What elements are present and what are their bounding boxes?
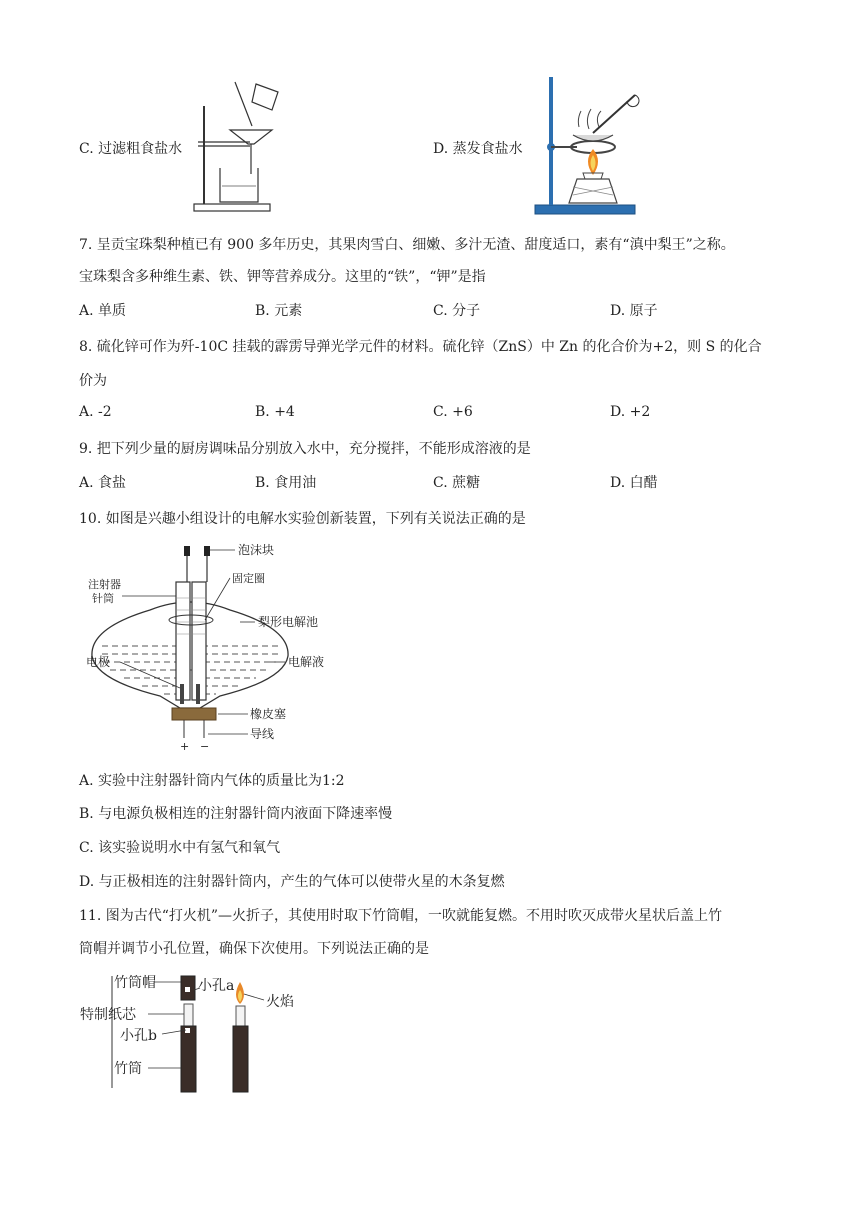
- label-stopper: 橡皮塞: [250, 707, 287, 721]
- label-electrolyte: 电解液: [288, 655, 325, 669]
- q6-option-d: D. 蒸发食盐水: [433, 141, 523, 157]
- q8-option-a: A. -2: [79, 404, 112, 420]
- q11-stem-line2: 筒帽并调节小孔位置，确保下次使用。下列说法正确的是: [79, 941, 429, 957]
- q9-option-d: D. 白醋: [610, 475, 658, 491]
- q9-option-c: C. 蔗糖: [433, 475, 481, 491]
- q7-option-c: C. 分子: [433, 303, 481, 319]
- q10-option-a: A. 实验中注射器针筒内气体的质量比为1:2: [79, 773, 345, 789]
- q6-option-c: C. 过滤粗食盐水: [79, 141, 183, 157]
- label-wire: 导线: [250, 727, 275, 741]
- label-minus: −: [200, 740, 210, 753]
- q9-stem: 9. 把下列少量的厨房调味品分别放入水中，充分搅拌，不能形成溶液的是: [79, 441, 531, 457]
- label-syringe-2: 针筒: [92, 592, 114, 605]
- q8-stem-line1: 8. 硫化锌可作为歼-10C 挂载的霹雳导弹光学元件的材料。硫化锌（ZnS）中 Zn 的化合价为+2，则 S 的化合: [79, 339, 762, 355]
- q8-option-d: D. +2: [610, 404, 651, 420]
- label-foam: 泡沫块: [238, 543, 275, 557]
- label-ring: 固定圈: [232, 572, 265, 585]
- q10-option-b: B. 与电源负极相连的注射器针筒内液面下降速率慢: [79, 806, 393, 822]
- label-hole-a: 小孔a: [198, 978, 235, 994]
- q7-option-d: D. 原子: [610, 303, 658, 319]
- label-pear-cell: 梨形电解池: [258, 615, 319, 629]
- q7-stem-line1: 7. 呈贡宝珠梨种植已有 900 多年历史，其果肉雪白、细嫩、多汁无渣、甜度适口，素有“滇中梨王”之称。: [79, 237, 735, 253]
- q9-option-b: B. 食用油: [255, 475, 317, 491]
- q10-option-d: D. 与正极相连的注射器针筒内，产生的气体可以使带火星的木条复燃: [79, 874, 505, 890]
- filtration-apparatus-figure: [190, 78, 280, 218]
- label-cap: 竹筒帽: [114, 975, 156, 991]
- q7-option-b: B. 元素: [255, 303, 303, 319]
- q8-option-c: C. +6: [433, 404, 473, 420]
- evaporation-apparatus-figure: [533, 75, 643, 220]
- q7-option-a: A. 单质: [79, 303, 127, 319]
- q9-option-a: A. 食盐: [79, 475, 127, 491]
- label-hole-b: 小孔b: [120, 1028, 157, 1044]
- fire-starter-figure: [78, 970, 318, 1095]
- label-plus: +: [180, 740, 190, 753]
- electrolysis-apparatus-figure: [80, 538, 380, 753]
- label-tube: 竹筒: [114, 1061, 142, 1077]
- q8-stem-line2: 价为: [79, 373, 107, 389]
- q11-stem-line1: 11. 图为古代“打火机”—火折子，其使用时取下竹筒帽，一吹就能复燃。不用时吹灭成带火星状后盖上竹: [79, 908, 723, 924]
- label-electrode: 电极: [86, 655, 111, 669]
- q10-option-c: C. 该实验说明水中有氢气和氧气: [79, 840, 281, 856]
- q10-stem: 10. 如图是兴趣小组设计的电解水实验创新装置，下列有关说法正确的是: [79, 511, 526, 527]
- q7-stem-line2: 宝珠梨含多种维生素、铁、钾等营养成分。这里的“铁”，“钾”是指: [79, 269, 486, 285]
- label-core: 特制纸芯: [80, 1007, 136, 1023]
- label-syringe-1: 注射器: [88, 578, 121, 591]
- label-flame: 火焰: [266, 994, 294, 1010]
- q8-option-b: B. +4: [255, 404, 295, 420]
